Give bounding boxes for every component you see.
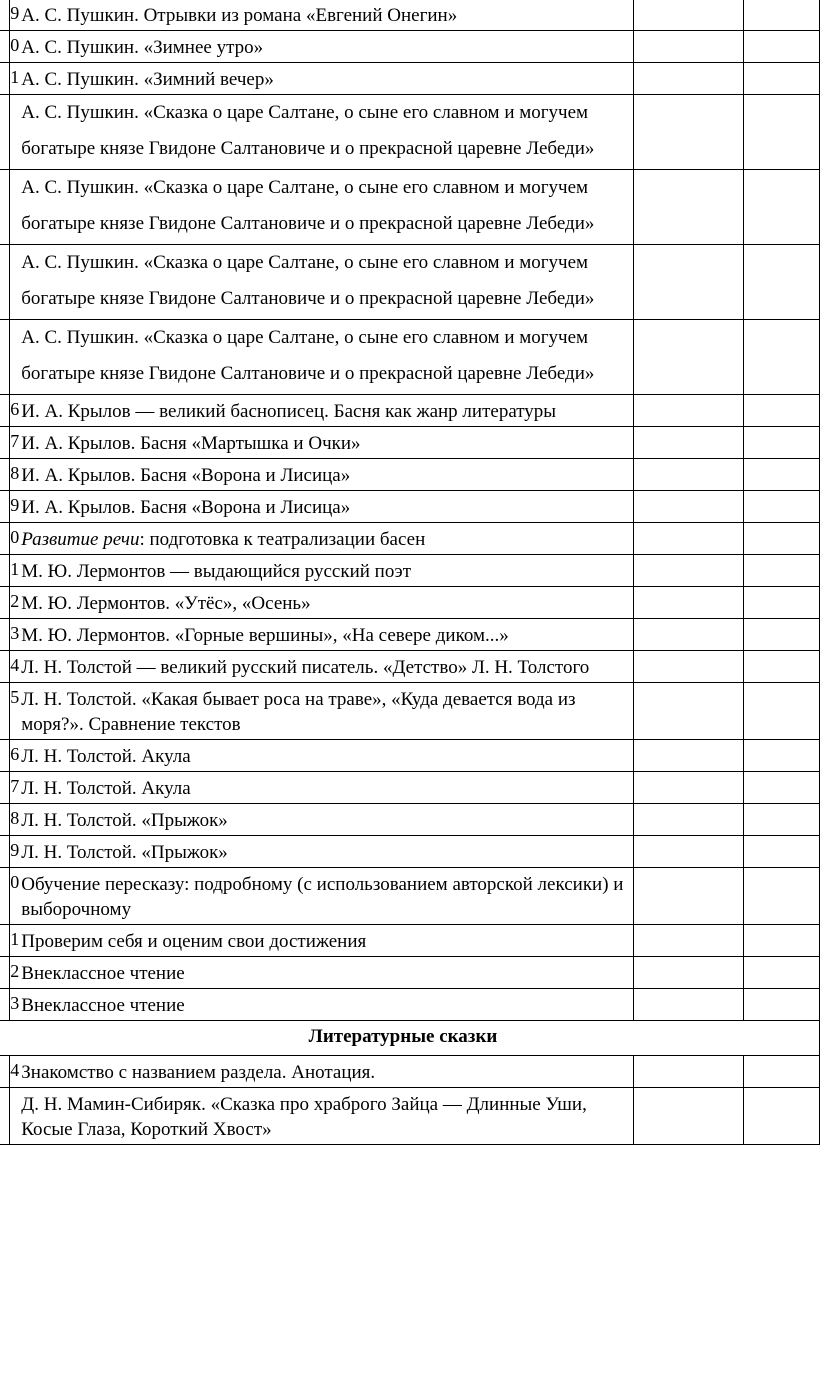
lesson-number-cell: [0, 523, 20, 555]
lesson-number: 3: [10, 993, 20, 1013]
table-row: [0, 170, 820, 245]
lesson-title: Внеклассное чтение: [21, 963, 185, 984]
table-row: [0, 925, 820, 957]
lesson-title: Л. Н. Толстой. Акула: [21, 778, 191, 799]
note-cell: [744, 555, 820, 587]
date-cell: [633, 1088, 743, 1145]
note-cell: [744, 427, 820, 459]
section-block: [0, 1021, 820, 1056]
lesson-number: 2: [10, 961, 20, 981]
lesson-title-cell: [10, 31, 633, 63]
lesson-title-cell: [10, 1056, 633, 1088]
table-row: [0, 587, 820, 619]
date-cell: [633, 587, 743, 619]
date-cell: [633, 1056, 743, 1088]
table-row: [0, 1056, 820, 1088]
note-cell: [744, 957, 820, 989]
date-cell: [633, 772, 743, 804]
date-cell: [633, 836, 743, 868]
lesson-number: 6: [10, 744, 20, 764]
lesson-title-cell: [10, 1088, 633, 1145]
lesson-number-cell: [0, 1088, 10, 1145]
lesson-number-cell: [0, 836, 20, 868]
note-cell: [744, 491, 820, 523]
lesson-number: 1: [10, 559, 20, 579]
lesson-title-emphasis: Развитие речи: [21, 529, 140, 550]
lesson-title-cell: [10, 740, 633, 772]
lesson-number-cell: [0, 427, 20, 459]
lesson-number: 8: [10, 463, 20, 483]
date-cell: [633, 804, 743, 836]
date-cell: [633, 619, 743, 651]
table-row: [0, 491, 820, 523]
lesson-number: 0: [10, 872, 20, 892]
lesson-number: 9: [10, 840, 20, 860]
date-cell: [633, 868, 743, 925]
lesson-number-cell: [0, 459, 20, 491]
lesson-title: А. С. Пушкин. «Зимний вечер»: [21, 69, 274, 90]
lesson-title-cell: [10, 491, 633, 523]
lesson-number-cell: [0, 587, 20, 619]
table-row: [0, 619, 820, 651]
note-cell: [744, 31, 820, 63]
lesson-title-cell: [10, 836, 633, 868]
lesson-number-cell: [0, 957, 20, 989]
table-row: [0, 63, 820, 95]
lesson-title-cell: [10, 95, 633, 170]
date-cell: [633, 427, 743, 459]
lesson-number: 0: [10, 35, 20, 55]
date-cell: [633, 651, 743, 683]
note-cell: [744, 619, 820, 651]
lesson-title: И. А. Крылов — великий баснописец. Басня как жанр литературы: [21, 401, 557, 422]
table-row: [0, 868, 820, 925]
lesson-number: 7: [10, 431, 20, 451]
lesson-title-cell: [10, 555, 633, 587]
lesson-title: М. Ю. Лермонтов — выдающийся русский поэт: [21, 561, 412, 582]
lesson-number-cell: [0, 320, 10, 395]
lesson-number-cell: [0, 63, 20, 95]
note-cell: [744, 587, 820, 619]
lesson-number-cell: [0, 619, 20, 651]
lesson-title: Л. Н. Толстой. «Прыжок»: [21, 842, 228, 863]
lesson-title: А. С. Пушкин. «Сказка о царе Салтане, о сыне его славном и могучем богатыре князе Гвидоне Салтановиче и о прекрасной царевне Лебеди»: [21, 327, 595, 384]
lesson-title: Л. Н. Толстой. Акула: [21, 746, 191, 767]
lesson-title-cell: [10, 925, 633, 957]
lesson-number: 5: [10, 687, 20, 707]
lesson-number: 8: [10, 808, 20, 828]
table-row: [0, 804, 820, 836]
note-cell: [744, 925, 820, 957]
table-row: [0, 772, 820, 804]
lesson-title-cell: [10, 427, 633, 459]
note-cell: [744, 683, 820, 740]
lesson-title: Л. Н. Толстой. «Какая бывает роса на траве», «Куда девается вода из моря?». Сравнение текстов: [21, 689, 576, 735]
table-row: [0, 245, 820, 320]
note-cell: [744, 740, 820, 772]
table-row: [0, 427, 820, 459]
date-cell: [633, 683, 743, 740]
lesson-title-cell: [10, 651, 633, 683]
table-row: [0, 459, 820, 491]
lesson-title-cell: [10, 170, 633, 245]
lesson-number: 4: [10, 655, 20, 675]
note-cell: [744, 989, 820, 1021]
lesson-title-cell: [10, 320, 633, 395]
lesson-number-cell: [0, 170, 10, 245]
date-cell: [633, 0, 743, 31]
lesson-title: : подготовка к театрализации басен: [139, 529, 426, 550]
lesson-number-cell: [0, 740, 20, 772]
lesson-title-cell: [10, 63, 633, 95]
lesson-title: А. С. Пушкин. «Зимнее утро»: [21, 37, 264, 58]
note-cell: [744, 523, 820, 555]
lesson-number-cell: [0, 772, 20, 804]
lesson-number-cell: [0, 245, 10, 320]
table-row: [0, 683, 820, 740]
lesson-title-cell: [10, 587, 633, 619]
lesson-number-cell: [0, 95, 10, 170]
lesson-title-cell: [10, 989, 633, 1021]
table-row: [0, 395, 820, 427]
section-heading: Литературные сказки: [0, 1021, 820, 1056]
lesson-number-cell: [0, 555, 20, 587]
lesson-rows-part-2: [0, 1056, 820, 1145]
note-cell: [744, 459, 820, 491]
lesson-number-cell: [0, 925, 20, 957]
table-row: [0, 523, 820, 555]
table-row: [0, 989, 820, 1021]
table-row: [0, 957, 820, 989]
lesson-title-cell: [10, 459, 633, 491]
date-cell: [633, 555, 743, 587]
date-cell: [633, 523, 743, 555]
lesson-title: И. А. Крылов. Басня «Ворона и Лисица»: [21, 497, 351, 518]
lesson-title: А. С. Пушкин. «Сказка о царе Салтане, о сыне его славном и могучем богатыре князе Гвидоне Салтановиче и о прекрасной царевне Лебеди»: [21, 177, 595, 234]
note-cell: [744, 170, 820, 245]
note-cell: [744, 868, 820, 925]
note-cell: [744, 320, 820, 395]
date-cell: [633, 31, 743, 63]
date-cell: [633, 925, 743, 957]
lesson-number: 4: [10, 1060, 20, 1080]
lesson-title-cell: [10, 619, 633, 651]
date-cell: [633, 740, 743, 772]
date-cell: [633, 320, 743, 395]
lesson-title-cell: [10, 0, 633, 31]
lesson-title-cell: [10, 395, 633, 427]
date-cell: [633, 957, 743, 989]
note-cell: [744, 245, 820, 320]
date-cell: [633, 989, 743, 1021]
note-cell: [744, 804, 820, 836]
table-row: [0, 0, 820, 31]
table-row: [0, 1088, 820, 1145]
lesson-title: М. Ю. Лермонтов. «Горные вершины», «На севере диком...»: [21, 625, 509, 646]
date-cell: [633, 170, 743, 245]
note-cell: [744, 836, 820, 868]
lesson-title-cell: [10, 245, 633, 320]
lesson-number: 1: [10, 67, 20, 87]
table-row: [0, 836, 820, 868]
lesson-number-cell: [0, 31, 20, 63]
lesson-number: 7: [10, 776, 20, 796]
lesson-title: М. Ю. Лермонтов. «Утёс», «Осень»: [21, 593, 311, 614]
lesson-title: А. С. Пушкин. «Сказка о царе Салтане, о сыне его славном и могучем богатыре князе Гвидоне Салтановиче и о прекрасной царевне Лебеди»: [21, 102, 595, 159]
lesson-number-cell: [0, 868, 20, 925]
lesson-title: Обучение пересказу: подробному (с использованием авторской лексики) и выборочному: [21, 874, 624, 920]
lesson-number-cell: [0, 491, 20, 523]
lesson-title: И. А. Крылов. Басня «Мартышка и Очки»: [21, 433, 361, 454]
table-row: [0, 95, 820, 170]
lesson-title: И. А. Крылов. Басня «Ворона и Лисица»: [21, 465, 351, 486]
date-cell: [633, 245, 743, 320]
lesson-number-cell: [0, 804, 20, 836]
note-cell: [744, 772, 820, 804]
lesson-number: 0: [10, 527, 20, 547]
lesson-number-cell: [0, 0, 20, 31]
lesson-title: А. С. Пушкин. «Сказка о царе Салтане, о сыне его славном и могучем богатыре князе Гвидоне Салтановиче и о прекрасной царевне Лебеди»: [21, 252, 595, 309]
note-cell: [744, 95, 820, 170]
note-cell: [744, 63, 820, 95]
date-cell: [633, 491, 743, 523]
table-row: [0, 31, 820, 63]
table-row: [0, 320, 820, 395]
lesson-title: Внеклассное чтение: [21, 995, 185, 1016]
note-cell: [744, 1088, 820, 1145]
date-cell: [633, 95, 743, 170]
note-cell: [744, 395, 820, 427]
lesson-number: 6: [10, 399, 20, 419]
lesson-number: 2: [10, 591, 20, 611]
note-cell: [744, 1056, 820, 1088]
lesson-title: Л. Н. Толстой. «Прыжок»: [21, 810, 228, 831]
lesson-number: 3: [10, 623, 20, 643]
table-row: [0, 740, 820, 772]
lesson-title-cell: [10, 523, 633, 555]
date-cell: [633, 63, 743, 95]
lesson-number-cell: [0, 395, 20, 427]
lesson-number-cell: [0, 989, 20, 1021]
lesson-title: Проверим себя и оценим свои достижения: [21, 931, 367, 952]
lesson-number: 9: [10, 3, 20, 23]
table-row: [0, 651, 820, 683]
lesson-title: А. С. Пушкин. Отрывки из романа «Евгений Онегин»: [21, 5, 458, 26]
lesson-title-cell: [10, 804, 633, 836]
note-cell: [744, 0, 820, 31]
lesson-number-cell: [0, 683, 20, 740]
lesson-title-cell: [10, 683, 633, 740]
lesson-title-cell: [10, 957, 633, 989]
lesson-title: Д. Н. Мамин-Сибиряк. «Сказка про храброго Зайца — Длинные Уши, Косые Глаза, Короткий Хвост»: [21, 1094, 587, 1140]
lesson-title: Л. Н. Толстой — великий русский писатель. «Детство» Л. Н. Толстого: [21, 657, 590, 678]
lesson-title: Знакомство с названием раздела. Анотация.: [21, 1062, 376, 1083]
lesson-title-cell: [10, 868, 633, 925]
lesson-number: 9: [10, 495, 20, 515]
section-row: [0, 1021, 820, 1056]
table-row: [0, 555, 820, 587]
note-cell: [744, 651, 820, 683]
date-cell: [633, 395, 743, 427]
lesson-title-cell: [10, 772, 633, 804]
date-cell: [633, 459, 743, 491]
lesson-number-cell: [0, 651, 20, 683]
lesson-number: 1: [10, 929, 20, 949]
lesson-number-cell: [0, 1056, 20, 1088]
